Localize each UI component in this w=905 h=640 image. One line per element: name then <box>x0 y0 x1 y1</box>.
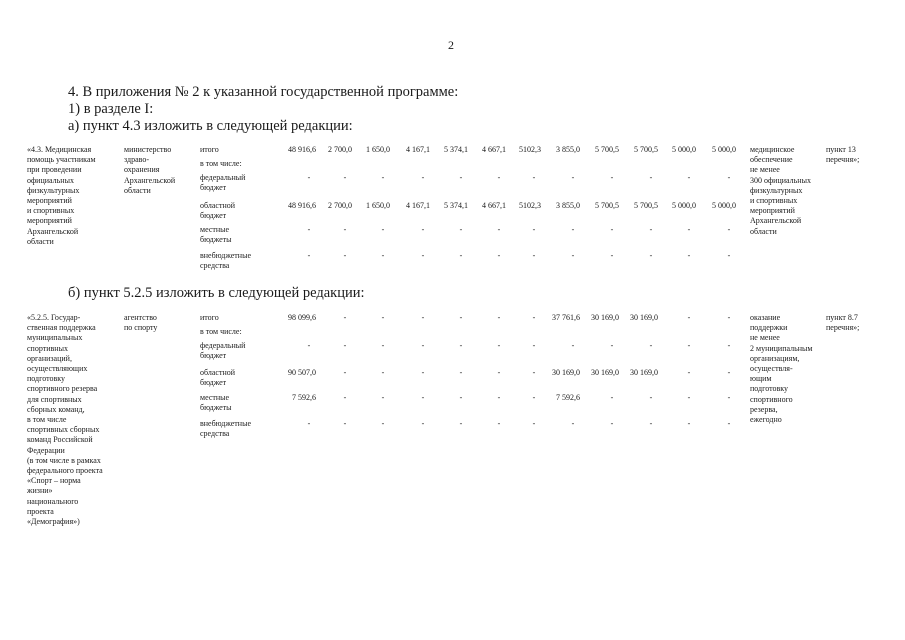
t1-cell-value: 5 700,5 <box>634 145 658 154</box>
t1-cell-value: 1 650,0 <box>366 145 390 154</box>
t2-cell-value: - <box>687 313 691 322</box>
t2-cell-value: 98 099,6 <box>288 313 316 322</box>
t2-name-line: для спортивных <box>27 394 82 404</box>
t2-cell-value: - <box>532 419 536 428</box>
t2-result-line: осуществля- <box>750 364 793 373</box>
t1-result-line: обеспечение <box>750 155 793 165</box>
t1-row-label: бюджет <box>200 183 227 193</box>
t2-name-line: федерального проекта <box>27 466 103 475</box>
t2-cell-value: 30 169,0 <box>630 368 658 377</box>
t2-cell-value: 30 169,0 <box>552 368 580 377</box>
t2-cell-value: 30 169,0 <box>630 313 658 322</box>
t1-result-line: Архангельской <box>750 216 802 226</box>
t2-result-line: 2 муниципальным <box>750 343 813 353</box>
t1-name-line: помощь участникам <box>27 155 96 165</box>
t2-name-line: осуществляющих <box>27 364 88 373</box>
t2-row-label: итого <box>200 313 219 322</box>
t2-cell-value: - <box>497 419 501 428</box>
t1-cell-value: - <box>421 225 425 234</box>
t2-name-line: жизни» <box>27 486 53 496</box>
t1-cell-value: - <box>497 251 501 260</box>
t1-cell-value: - <box>421 173 425 182</box>
t1-cell-value: - <box>727 251 731 260</box>
t1-cell-value: - <box>687 173 691 182</box>
t1-result-line: мероприятий <box>750 206 795 216</box>
t2-row-label: областной <box>200 368 236 377</box>
t2-cell-value: - <box>421 368 425 377</box>
t2-cell-value: - <box>532 341 536 350</box>
t1-cell-value: - <box>307 251 311 260</box>
t1-cell-value: - <box>610 173 614 182</box>
heading-line-3: а) пункт 4.3 изложить в следующей редакции: <box>68 118 353 134</box>
t2-cell-value: - <box>571 341 575 350</box>
t1-name-line: при проведении <box>27 165 82 175</box>
t1-cell-value: 4 167,1 <box>406 201 430 210</box>
t1-cell-value: - <box>532 173 536 182</box>
t1-cell-value: - <box>459 225 463 234</box>
t1-cell-value: 4 667,1 <box>482 145 506 154</box>
t1-cell-value: 5 000,0 <box>672 145 696 154</box>
t1-cell-value: 5 000,0 <box>672 201 696 210</box>
t2-cell-value: - <box>343 368 347 377</box>
t2-cell-value: - <box>497 368 501 377</box>
t2-cell-value: - <box>459 393 463 402</box>
t1-cell-value: 5 000,0 <box>712 145 736 154</box>
t2-result-line: организациям, <box>750 353 800 363</box>
t1-cell-value: 5 000,0 <box>712 201 736 210</box>
t2-name-line: проекта <box>27 506 54 516</box>
t2-name-line: в том числе <box>27 415 67 424</box>
t2-result-line: ежегодно <box>750 415 782 424</box>
t2-cell-value: - <box>343 313 347 322</box>
t2-cell-value: - <box>381 341 385 350</box>
t1-result-line: 300 официальных <box>750 175 811 185</box>
t2-name-line: подготовку <box>27 374 66 384</box>
t1-row-label: внебюджетные <box>200 251 251 260</box>
t1-cell-value: 5102,3 <box>519 145 541 154</box>
t2-name-line: Федерации <box>27 445 65 455</box>
t2-cell-value: - <box>421 341 425 350</box>
t1-cell-value: - <box>307 225 311 234</box>
t2-cell-value: 30 169,0 <box>591 368 619 377</box>
t2-cell-value: - <box>687 393 691 402</box>
t1-cell-value: - <box>343 225 347 234</box>
t1-result-line: медицинское <box>750 145 795 154</box>
t2-cell-value: - <box>610 341 614 350</box>
t2-cell-value: - <box>649 341 653 350</box>
t1-cell-value: 4 167,1 <box>406 145 430 154</box>
t2-row-label: федеральный <box>200 341 246 350</box>
t2-cell-value: - <box>343 419 347 428</box>
t1-cell-value: - <box>610 225 614 234</box>
t2-result-line: поддержки <box>750 323 788 333</box>
t2-name-line: «5.2.5. Государ- <box>27 313 81 322</box>
t1-row-label: в том числе: <box>200 159 242 168</box>
t1-cell-value: 5 374,1 <box>444 145 468 154</box>
t2-row-label: бюджет <box>200 378 227 388</box>
t2-result-line: не менее <box>750 333 780 343</box>
t2-cell-value: - <box>421 419 425 428</box>
t2-name-line: спортивных <box>27 343 68 353</box>
t1-name-line: мероприятий <box>27 196 72 205</box>
t1-result-line: и спортивных <box>750 196 798 205</box>
t1-cell-value: 1 650,0 <box>366 201 390 210</box>
t2-cell-value: - <box>307 341 311 350</box>
t1-cell-value: - <box>459 173 463 182</box>
t1-result-line: области <box>750 226 777 236</box>
t2-cell-value: - <box>459 341 463 350</box>
t2-cell-value: 37 761,6 <box>552 313 580 322</box>
t2-name-line: «Демография») <box>27 517 80 526</box>
t2-name-line: команд Российской <box>27 435 93 445</box>
t1-cell-value: - <box>649 225 653 234</box>
t1-cell-value: 2 700,0 <box>328 145 352 154</box>
t2-cell-value: - <box>649 419 653 428</box>
t2-executor-line: по спорту <box>124 323 158 333</box>
t1-name-line: «4.3. Медицинская <box>27 145 92 154</box>
t2-cell-value: 30 169,0 <box>591 313 619 322</box>
t2-row-label: местные <box>200 393 230 402</box>
t2-executor-line: агентство <box>124 313 157 322</box>
t1-cell-value: - <box>532 225 536 234</box>
t2-cell-value: - <box>532 368 536 377</box>
t2-cell-value: - <box>687 368 691 377</box>
t2-cell-value: - <box>343 393 347 402</box>
t2-cell-value: - <box>459 313 463 322</box>
t1-cell-value: 4 667,1 <box>482 201 506 210</box>
t2-row-label: в том числе: <box>200 327 242 336</box>
t2-name-line: организаций, <box>27 353 72 363</box>
t2-row-label: бюджеты <box>200 403 232 413</box>
t2-cell-value: - <box>610 393 614 402</box>
t2-name-line: спортивных сборных <box>27 425 100 435</box>
t1-cell-value: 3 855,0 <box>556 201 580 210</box>
t1-executor-line: охранения <box>124 165 160 175</box>
t2-cell-value: - <box>459 368 463 377</box>
t2-cell-value: - <box>497 341 501 350</box>
page-number: 2 <box>448 38 454 52</box>
t1-row-label: федеральный <box>200 173 246 182</box>
t2-cell-value: - <box>497 313 501 322</box>
t1-cell-value: - <box>381 173 385 182</box>
t2-cell-value: - <box>532 313 536 322</box>
t2-note-line: перечня»; <box>826 323 860 333</box>
t2-result-line: спортивного <box>750 394 793 404</box>
heading-line-1: 4. В приложения № 2 к указанной государственной программе: <box>68 84 459 100</box>
t2-cell-value: - <box>727 368 731 377</box>
t1-cell-value: - <box>727 173 731 182</box>
t2-cell-value: - <box>610 419 614 428</box>
t1-cell-value: - <box>727 225 731 234</box>
t2-row-label: внебюджетные <box>200 419 251 428</box>
t1-row-label: местные <box>200 225 230 234</box>
t1-cell-value: - <box>571 225 575 234</box>
t2-cell-value: - <box>459 419 463 428</box>
t2-cell-value: - <box>421 393 425 402</box>
t2-cell-value: - <box>727 393 731 402</box>
t2-cell-value: 7 592,6 <box>556 393 580 402</box>
t2-result-line: оказание <box>750 313 781 322</box>
t2-cell-value: - <box>381 368 385 377</box>
t2-cell-value: - <box>381 419 385 428</box>
t1-cell-value: - <box>459 251 463 260</box>
t1-executor-line: области <box>124 185 151 195</box>
t1-name-line: официальных <box>27 175 74 185</box>
t2-cell-value: 7 592,6 <box>292 393 316 402</box>
t1-cell-value: 5 700,5 <box>595 145 619 154</box>
t2-row-label: бюджет <box>200 351 227 361</box>
t2-cell-value: - <box>421 313 425 322</box>
t1-cell-value: 2 700,0 <box>328 201 352 210</box>
t1-cell-value: - <box>381 251 385 260</box>
t2-cell-value: - <box>497 393 501 402</box>
t1-cell-value: - <box>343 251 347 260</box>
t1-name-line: и спортивных <box>27 206 75 216</box>
t2-name-line: национального <box>27 496 79 506</box>
t1-cell-value: 5 700,5 <box>634 201 658 210</box>
t2-cell-value: - <box>727 419 731 428</box>
t2-cell-value: - <box>571 419 575 428</box>
t1-cell-value: 5 700,5 <box>595 201 619 210</box>
t1-note-line: перечня»; <box>826 155 860 165</box>
t1-cell-value: 48 916,6 <box>288 145 316 154</box>
t2-row-label: средства <box>200 429 230 439</box>
t1-cell-value: - <box>307 173 311 182</box>
t1-executor-line: Архангельской <box>124 175 176 185</box>
t1-cell-value: - <box>687 251 691 260</box>
t2-name-line: муниципальных <box>27 333 83 343</box>
t2-cell-value: - <box>727 341 731 350</box>
heading-line-2: 1) в разделе I: <box>68 101 154 117</box>
t1-row-label: бюджеты <box>200 235 232 245</box>
t1-cell-value: 5102,3 <box>519 201 541 210</box>
t2-name-line: (в том числе в рамках <box>27 455 101 465</box>
t2-result-line: подготовку <box>750 384 789 394</box>
t1-cell-value: - <box>497 173 501 182</box>
t2-name-line: спортивного резерва <box>27 384 98 394</box>
t1-row-label: областной <box>200 201 236 210</box>
t1-cell-value: 3 855,0 <box>556 145 580 154</box>
t2-cell-value: - <box>381 313 385 322</box>
t1-row-label: итого <box>200 145 219 154</box>
t2-result-line: резерва, <box>750 404 778 414</box>
t2-cell-value: - <box>727 313 731 322</box>
t1-cell-value: - <box>649 251 653 260</box>
t2-result-line: ющим <box>750 374 772 384</box>
t1-cell-value: - <box>610 251 614 260</box>
t1-cell-value: - <box>421 251 425 260</box>
t1-cell-value: 48 916,6 <box>288 201 316 210</box>
t1-cell-value: - <box>571 251 575 260</box>
t2-name-line: «Спорт – норма <box>27 476 81 486</box>
t2-name-line: ственная поддержка <box>27 323 96 333</box>
t1-executor-line: здраво- <box>124 155 150 165</box>
subheading-b: б) пункт 5.2.5 изложить в следующей редакции: <box>68 285 365 301</box>
t1-name-line: Архангельской <box>27 226 79 236</box>
t1-cell-value: - <box>497 225 501 234</box>
t2-cell-value: - <box>343 341 347 350</box>
t2-cell-value: - <box>532 393 536 402</box>
t1-cell-value: - <box>532 251 536 260</box>
t1-result-line: не менее <box>750 165 780 175</box>
t1-cell-value: - <box>343 173 347 182</box>
t1-cell-value: - <box>381 225 385 234</box>
t2-cell-value: - <box>307 419 311 428</box>
t1-name-line: области <box>27 236 54 246</box>
t2-cell-value: - <box>381 393 385 402</box>
t2-cell-value: 90 507,0 <box>288 368 316 377</box>
t1-cell-value: - <box>687 225 691 234</box>
t1-note-line: пункт 13 <box>826 145 856 154</box>
t2-cell-value: - <box>687 341 691 350</box>
t2-cell-value: - <box>649 393 653 402</box>
t1-row-label: средства <box>200 261 230 271</box>
t1-name-line: мероприятий <box>27 216 72 226</box>
t2-cell-value: - <box>687 419 691 428</box>
t1-row-label: бюджет <box>200 211 227 221</box>
t2-note-line: пункт 8.7 <box>826 313 858 322</box>
t1-cell-value: - <box>571 173 575 182</box>
t2-name-line: сборных команд, <box>27 404 85 414</box>
t1-executor-line: министерство <box>124 145 172 154</box>
t1-result-line: физкультурных <box>750 185 803 195</box>
t1-cell-value: 5 374,1 <box>444 201 468 210</box>
t1-name-line: физкультурных <box>27 185 80 195</box>
t1-cell-value: - <box>649 173 653 182</box>
